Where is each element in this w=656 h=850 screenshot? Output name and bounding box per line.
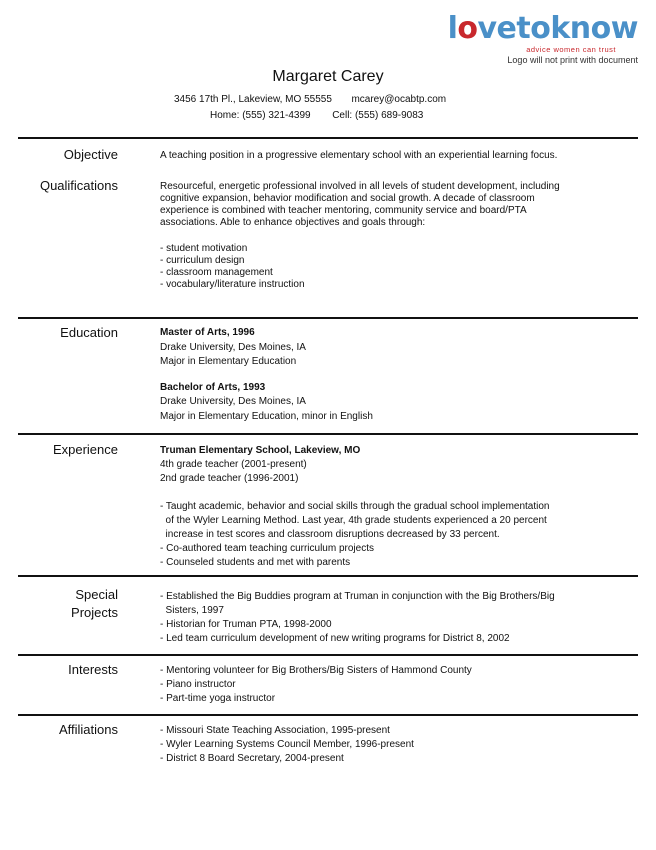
logo-wordmark: lovetoknow bbox=[447, 11, 638, 46]
project-bullet: - Historian for Truman PTA, 1998-2000 bbox=[160, 619, 332, 630]
contact-phone-line bbox=[210, 110, 423, 121]
affiliation-bullet: - Missouri State Teaching Association, 1995-present bbox=[160, 725, 390, 736]
qualifications-bullet: - student motivation bbox=[160, 243, 248, 254]
school-name: Drake University, Des Moines, IA bbox=[160, 396, 306, 407]
logo-tagline: advice women can trust bbox=[526, 45, 616, 54]
education-heading: Education bbox=[60, 325, 118, 340]
qualifications-bullet: - curriculum design bbox=[160, 255, 245, 266]
special-projects-heading: Special Projects bbox=[71, 587, 118, 620]
experience-bullet: of the Wyler Learning Method. Last year, 4th grade students experienced a 20 percent bbox=[160, 515, 547, 526]
employer: Truman Elementary School, Lakeview, MO bbox=[160, 445, 361, 456]
major: Major in Elementary Education bbox=[160, 356, 297, 367]
qualifications-line: associations. Able to enhance objectives and goals through: bbox=[160, 217, 426, 228]
resume-name: Margaret Carey bbox=[272, 68, 384, 85]
cell-phone: Cell: (555) 689-9083 bbox=[332, 110, 424, 121]
qualifications-heading: Qualifications bbox=[39, 178, 118, 193]
interest-bullet: - Mentoring volunteer for Big Brothers/Big Sisters of Hammond County bbox=[160, 665, 472, 676]
special-projects-content bbox=[160, 590, 636, 646]
affiliation-bullet: - District 8 Board Secretary, 2004-present bbox=[160, 753, 344, 764]
affiliation-bullet: - Wyler Learning Systems Council Member, 1996-present bbox=[160, 739, 414, 750]
objective-heading: Objective bbox=[63, 147, 118, 162]
interests-content bbox=[160, 664, 636, 706]
education-content bbox=[160, 326, 636, 424]
address: 3456 17th Pl., Lakeview, MO 55555 bbox=[174, 94, 332, 105]
degree-title: Bachelor of Arts, 1993 bbox=[160, 381, 266, 393]
school-name: Drake University, Des Moines, IA bbox=[160, 341, 306, 353]
major: Major in Elementary Education, minor in English bbox=[160, 410, 373, 422]
experience-heading: Experience bbox=[52, 442, 118, 457]
experience-bullet: increase in test scores and classroom disruptions decreased by 33 percent. bbox=[160, 529, 500, 540]
qualifications-line: cognitive expansion, behavior modification and social growth. A decade of classroom bbox=[160, 193, 535, 204]
logo-print-note: Logo will not print with document bbox=[507, 55, 638, 65]
qualifications-bullet: - classroom management bbox=[160, 267, 273, 278]
qualifications-line: experience is combined with teacher mentoring, community service and board/PTA bbox=[160, 205, 527, 216]
interests-heading: Interests bbox=[68, 662, 118, 677]
section-divider bbox=[18, 714, 638, 716]
experience-bullet: - Co-authored team teaching curriculum projects bbox=[160, 543, 374, 554]
section-divider bbox=[18, 137, 638, 139]
affiliations-heading: Affiliations bbox=[58, 722, 118, 737]
role: 2nd grade teacher (1996-2001) bbox=[160, 473, 299, 484]
contact-address-line bbox=[174, 94, 446, 105]
home-phone: Home: (555) 321-4399 bbox=[210, 110, 311, 121]
qualifications-content bbox=[160, 181, 636, 291]
section-divider bbox=[18, 433, 638, 435]
section-divider bbox=[18, 654, 638, 656]
project-bullet: - Led team curriculum development of new writing programs for District 8, 2002 bbox=[160, 633, 510, 644]
section-divider bbox=[18, 317, 638, 319]
section-divider bbox=[18, 575, 638, 577]
lovetoknow-logo bbox=[447, 11, 638, 65]
objective-text: A teaching position in a progressive elementary school with an experiential learning focus. bbox=[160, 150, 558, 161]
email: mcarey@ocabtp.com bbox=[351, 94, 447, 105]
affiliations-content bbox=[160, 724, 636, 766]
project-bullet: Sisters, 1997 bbox=[160, 605, 224, 616]
project-bullet: - Established the Big Buddies program at Truman in conjunction with the Big Brothers/Big bbox=[160, 591, 555, 602]
role: 4th grade teacher (2001-present) bbox=[160, 459, 307, 470]
qualifications-line: Resourceful, energetic professional involved in all levels of student development, including bbox=[160, 181, 560, 192]
interest-bullet: - Piano instructor bbox=[160, 679, 236, 690]
qualifications-bullet: - vocabulary/literature instruction bbox=[160, 279, 305, 290]
experience-bullet: - Counseled students and met with parents bbox=[160, 557, 351, 568]
interest-bullet: - Part-time yoga instructor bbox=[160, 693, 276, 704]
degree-title: Master of Arts, 1996 bbox=[160, 327, 255, 338]
experience-bullet: - Taught academic, behavior and social skills through the gradual school implementation bbox=[160, 501, 550, 512]
experience-content bbox=[160, 444, 636, 570]
